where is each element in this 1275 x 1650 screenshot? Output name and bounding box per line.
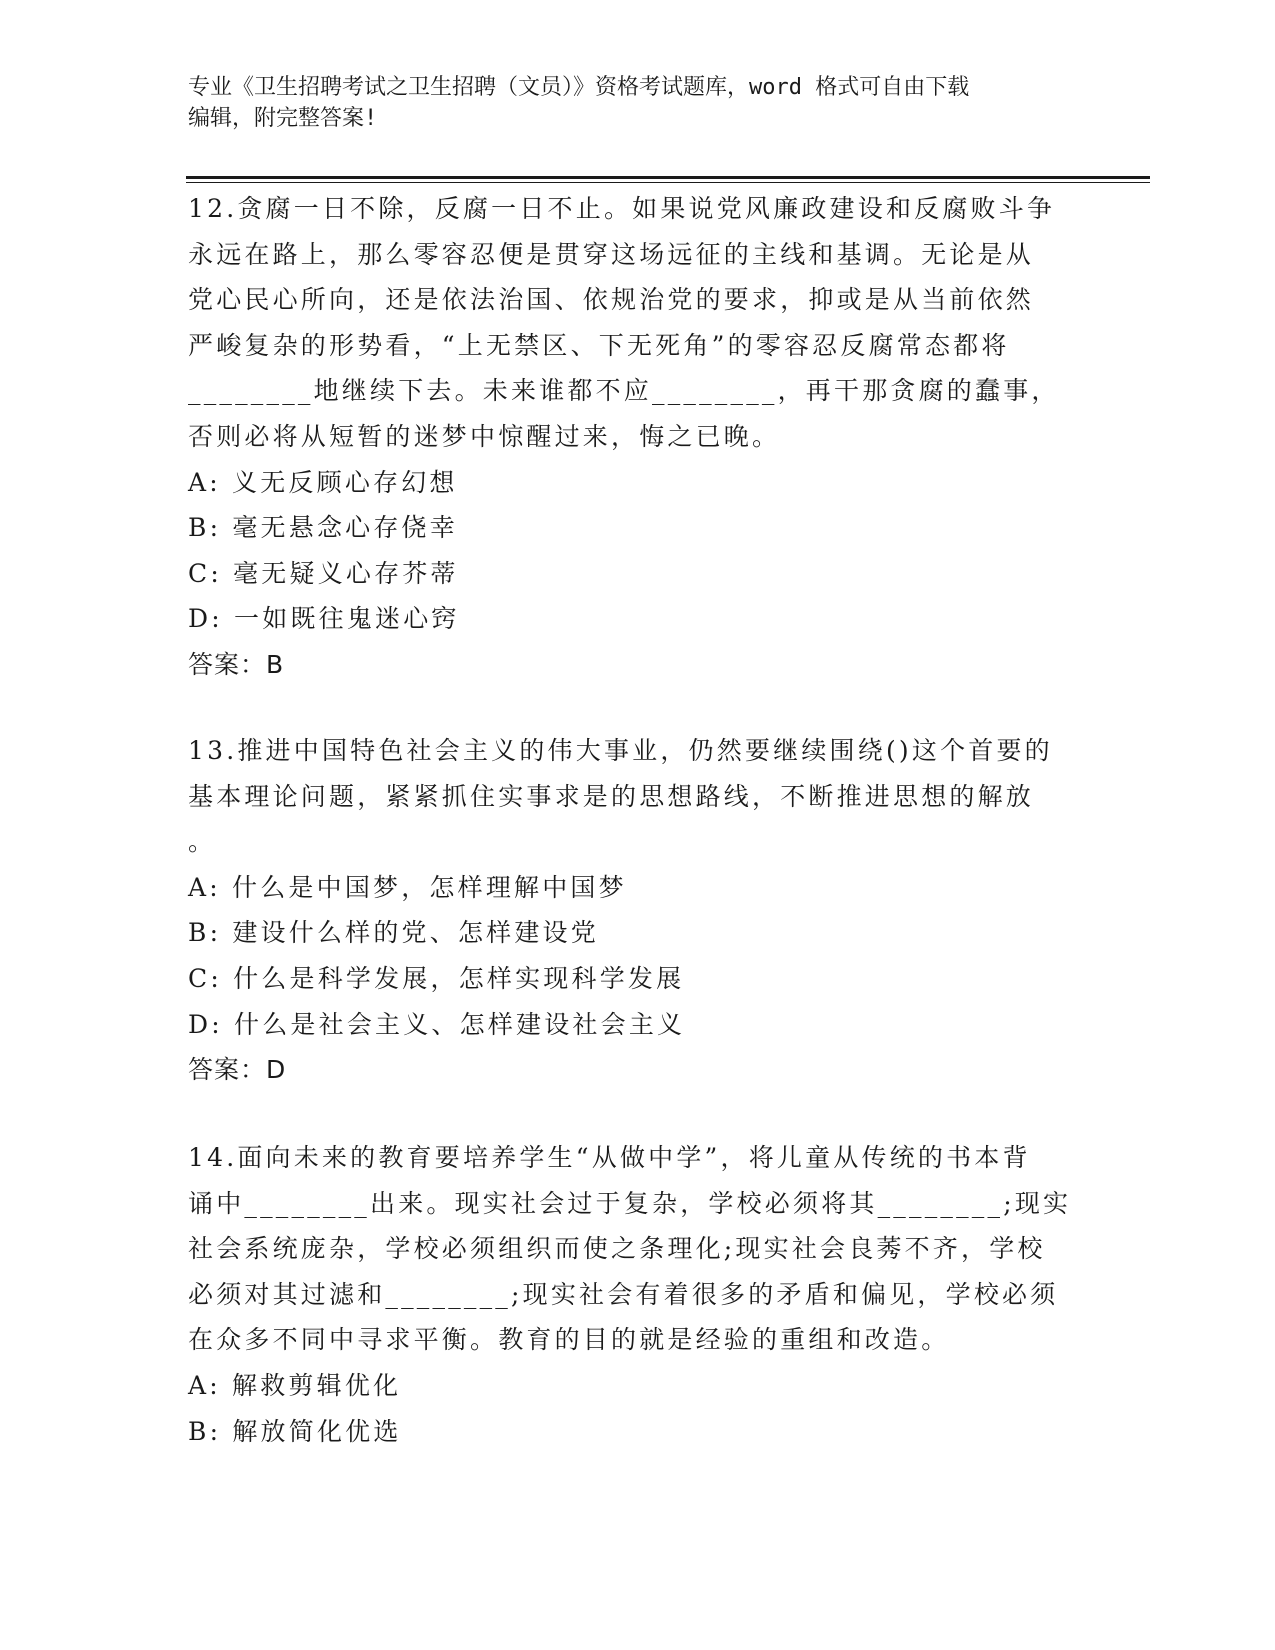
stem-line: 严峻复杂的形势看，“上无禁区、下无死角”的零容忍反腐常态都将 [188, 330, 1010, 360]
option-a: A: 解救剪辑优化 [188, 1370, 402, 1400]
option-c: C: 毫无疑义心存芥蒂 [188, 558, 459, 588]
question-stem [188, 728, 1078, 865]
stem-line: 否则必将从短暂的迷梦中惊醒过来，悔之已晚。 [188, 421, 781, 451]
header-line-1: 专业《卫生招聘考试之卫生招聘（文员）》资格考试题库，word 格式可自由下载 [188, 75, 970, 100]
stem-line: 党心民心所向，还是依法治国、依规治党的要求，抑或是从当前依然 [188, 285, 1035, 315]
stem-line: ________地继续下去。未来谁都不应________，再干那贪腐的蠢事， [188, 376, 1060, 406]
question-stem [188, 186, 1078, 460]
stem-line: 基本理论问题，紧紧抓住实事求是的思想路线，不断推进思想的解放 [188, 781, 1035, 811]
stem-line: 社会系统庞杂，学校必须组织而使之条理化;现实社会良莠不齐，学校 [188, 1234, 1046, 1264]
option-a: A: 什么是中国梦，怎样理解中国梦 [188, 872, 627, 902]
option-b: B: 解放简化优选 [188, 1416, 402, 1446]
question-13 [188, 728, 1078, 1093]
question-12 [188, 186, 1078, 688]
option-b: B: 毫无悬念心存侥幸 [188, 513, 458, 543]
option-b: B: 建设什么样的党、怎样建设党 [188, 918, 599, 948]
option-c: C: 什么是科学发展，怎样实现科学发展 [188, 963, 685, 993]
stem-line: 诵中________出来。现实社会过于复杂，学校必须将其________;现实 [188, 1188, 1072, 1218]
question-14 [188, 1135, 1078, 1454]
header-divider-thick [186, 176, 1150, 179]
option-d: D: 一如既往鬼迷心窍 [188, 604, 460, 634]
answer-label: 答案：D [188, 1055, 287, 1085]
answer-label: 答案：B [188, 649, 285, 679]
document-header [188, 72, 1088, 134]
header-line-2: 编辑，附完整答案! [188, 106, 378, 131]
stem-line: 必须对其过滤和________;现实社会有着很多的矛盾和偏见，学校必须 [188, 1279, 1059, 1309]
stem-line: 14.面向未来的教育要培养学生“从做中学”，将儿童从传统的书本背 [188, 1143, 1031, 1172]
stem-line: 12.贪腐一日不除，反腐一日不止。如果说党风廉政建设和反腐败斗争 [188, 194, 1056, 223]
option-a: A: 义无反顾心存幻想 [188, 467, 458, 497]
stem-line: 13.推进中国特色社会主义的伟大事业，仍然要继续围绕()这个首要的 [188, 736, 1053, 765]
header-divider-thin [186, 182, 1150, 183]
option-d: D: 什么是社会主义、怎样建设社会主义 [188, 1009, 686, 1039]
stem-line: 永远在路上，那么零容忍便是贯穿这场远征的主线和基调。无论是从 [188, 239, 1035, 269]
stem-line: 在众多不同中寻求平衡。教育的目的就是经验的重组和改造。 [188, 1325, 950, 1355]
stem-line: 。 [188, 827, 217, 857]
question-stem [188, 1135, 1078, 1363]
